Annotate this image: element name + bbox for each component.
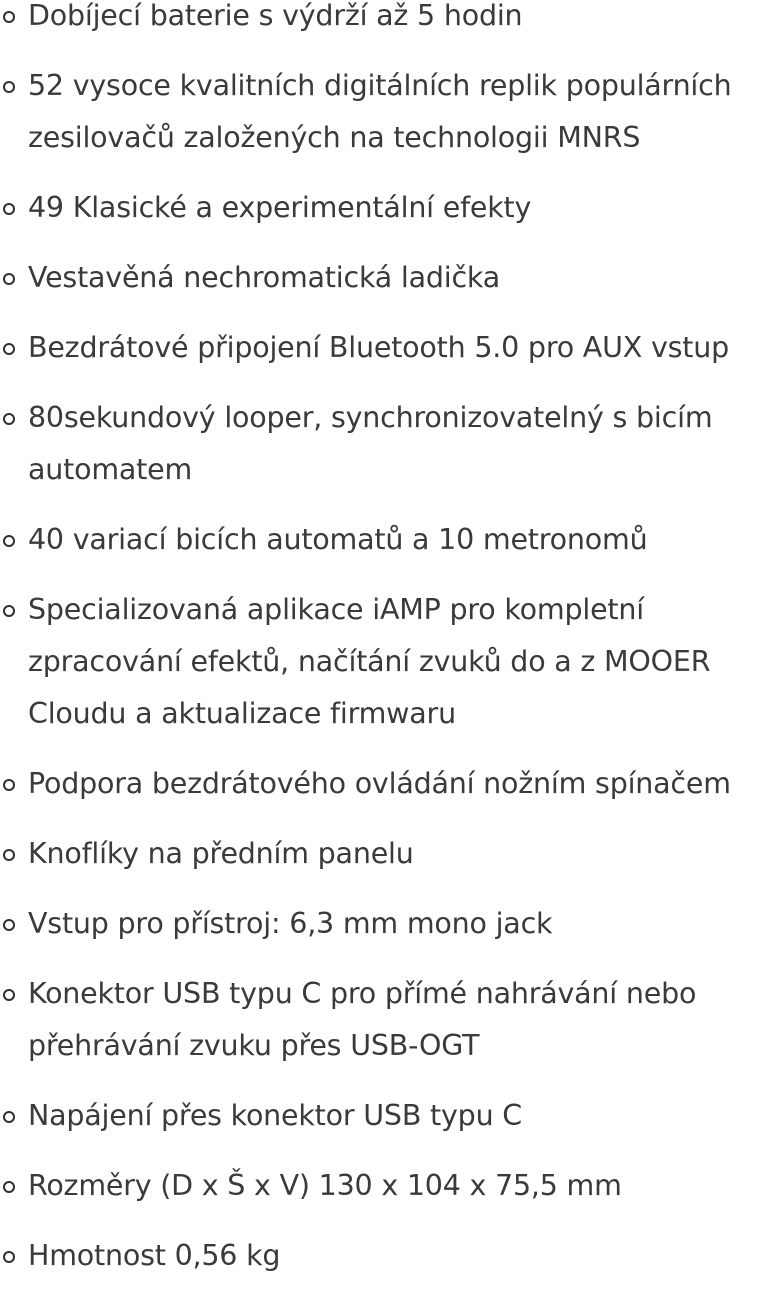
feature-text-line: zpracování efektů, načítání zvuků do a z MOOER [28, 645, 711, 678]
hollow-circle-bullet-icon [3, 605, 15, 617]
feature-list-item [0, 60, 780, 164]
hollow-circle-bullet-icon [3, 81, 15, 93]
feature-text-line: Podpora bezdrátového ovládání nožním spínačem [28, 767, 731, 800]
feature-list-item [0, 584, 780, 740]
feature-text-line: Rozměry (D x Š x V) 130 x 104 x 75,5 mm [28, 1169, 622, 1202]
hollow-circle-bullet-icon [3, 779, 15, 791]
hollow-circle-bullet-icon [3, 203, 15, 215]
feature-text-line: Vestavěná nechromatická ladička [28, 261, 500, 294]
feature-list-item [0, 252, 780, 304]
feature-list-item [0, 1160, 780, 1212]
feature-text-line: Konektor USB typu C pro přímé nahrávání nebo [28, 977, 697, 1010]
feature-list-item [0, 898, 780, 950]
hollow-circle-bullet-icon [3, 849, 15, 861]
feature-text-line: 40 variací bicích automatů a 10 metronomů [28, 523, 648, 556]
feature-list-item [0, 392, 780, 496]
feature-text-line: automatem [28, 453, 193, 486]
hollow-circle-bullet-icon [3, 413, 15, 425]
hollow-circle-bullet-icon [3, 11, 15, 23]
feature-list-item [0, 322, 780, 374]
hollow-circle-bullet-icon [3, 1251, 15, 1263]
feature-list-item [0, 514, 780, 566]
feature-text-line: 80sekundový looper, synchronizovatelný s bicím [28, 401, 713, 434]
feature-text-line: Knoflíky na předním panelu [28, 837, 414, 870]
hollow-circle-bullet-icon [3, 273, 15, 285]
feature-list-item [0, 1090, 780, 1142]
feature-list-item [0, 182, 780, 234]
feature-list-item [0, 828, 780, 880]
hollow-circle-bullet-icon [3, 989, 15, 1001]
feature-list-item [0, 968, 780, 1072]
feature-list-item [0, 758, 780, 810]
feature-text-line: Cloudu a aktualizace firmwaru [28, 697, 456, 730]
feature-text-line: Specializovaná aplikace iAMP pro kompletní [28, 593, 644, 626]
feature-text-line: 49 Klasické a experimentální efekty [28, 191, 532, 224]
feature-text-line: Vstup pro přístroj: 6,3 mm mono jack [28, 907, 553, 940]
feature-list-item [0, 0, 780, 42]
feature-text-line: Hmotnost 0,56 kg [28, 1239, 281, 1272]
hollow-circle-bullet-icon [3, 919, 15, 931]
feature-list-item [0, 1230, 780, 1282]
hollow-circle-bullet-icon [3, 535, 15, 547]
feature-text-line: přehrávání zvuku přes USB-OGT [28, 1029, 480, 1062]
feature-text-line: Dobíjecí baterie s výdrží až 5 hodin [28, 0, 523, 32]
hollow-circle-bullet-icon [3, 1111, 15, 1123]
feature-text-line: 52 vysoce kvalitních digitálních replik populárních [28, 69, 732, 102]
hollow-circle-bullet-icon [3, 1181, 15, 1193]
feature-text-line: Napájení přes konektor USB typu C [28, 1099, 522, 1132]
feature-text-line: Bezdrátové připojení Bluetooth 5.0 pro AUX vstup [28, 331, 729, 364]
hollow-circle-bullet-icon [3, 343, 15, 355]
feature-text-line: zesilovačů založených na technologii MNRS [28, 121, 641, 154]
